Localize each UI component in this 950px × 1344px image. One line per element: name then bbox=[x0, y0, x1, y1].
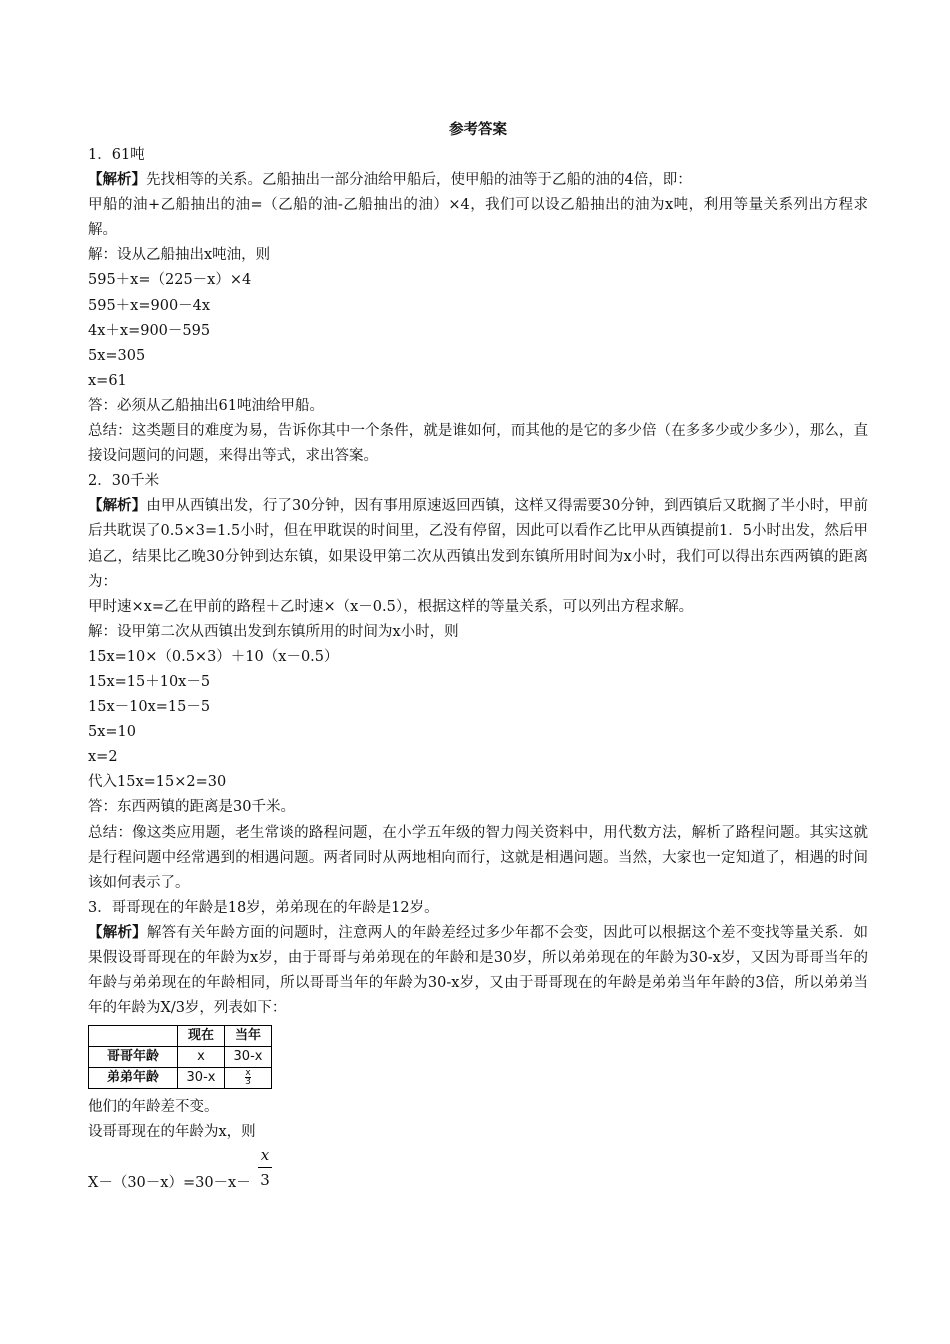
q2-step: 答：东西两镇的距离是30千米。 bbox=[88, 799, 295, 816]
q2-step: 解：设甲第二次从西镇出发到东镇所用的时间为x小时，则 bbox=[88, 623, 459, 640]
page-title: 参考答案 bbox=[449, 122, 507, 138]
q3-after-line: 设哥哥现在的年龄为x，则 bbox=[88, 1124, 256, 1141]
q3-analysis bbox=[88, 921, 868, 1021]
q2-step: 15x－10x=15－5 bbox=[88, 699, 211, 716]
age-table-cell: 30-x bbox=[178, 1068, 225, 1089]
q3-after-line: 他们的年龄差不变。 bbox=[88, 1099, 219, 1116]
q3-answer: 3．哥哥现在的年龄是18岁，弟弟现在的年龄是12岁。 bbox=[88, 899, 439, 916]
age-table-row-label: 哥哥年龄 bbox=[89, 1047, 178, 1068]
q1-analysis-label: 【解析】 bbox=[88, 172, 146, 189]
age-table-cell: 30-x bbox=[225, 1047, 272, 1068]
fraction-denominator: 3 bbox=[260, 1171, 270, 1190]
q2-analysis-text: 由甲从西镇出发，行了30分钟，因有事用原速返回西镇，这样又得需要30分钟，到西镇后又耽搁了半小时，甲前后共耽误了0.5×3=1.5小时，但在甲耽误的时间里，乙没有停留，因此可以看作乙比甲从西镇提前1．5小时出发，然后甲追乙，结果比乙晚30分钟到达东镇，如果设甲第二次从西镇出发到东镇所用时间为x小时，我们可以得出东西两镇的距离为： bbox=[88, 498, 868, 590]
q2-step: 15x=10×（0.5×3）＋10（x－0.5） bbox=[88, 648, 339, 665]
q2-step: 15x=15＋10x－5 bbox=[88, 673, 211, 690]
table-fraction-numerator: x bbox=[245, 1068, 251, 1079]
q2-analysis-label: 【解析】 bbox=[88, 498, 147, 515]
table-fraction bbox=[245, 1069, 251, 1086]
table-fraction-denominator: 3 bbox=[245, 1077, 251, 1088]
age-table-cell bbox=[225, 1068, 272, 1089]
q2-step: x=2 bbox=[88, 749, 118, 766]
age-table-row-label: 弟弟年龄 bbox=[89, 1068, 178, 1089]
q1-step: 5x=305 bbox=[88, 347, 146, 364]
q3-analysis-text: 解答有关年龄方面的问题时，注意两人的年龄差经过多少年都不会变，因此可以根据这个差不变找等量关系．如果假设哥哥现在的年龄为x岁，由于哥哥与弟弟现在的年龄和是30岁，所以弟弟现在的年龄为30-x岁，又因为哥哥当年的年龄与弟弟现在的年龄相同，所以哥哥当年的年龄为30-x岁，又由于哥哥现在的年龄是弟弟当年年龄的3倍，所以弟弟当年的年龄为X/3岁，列表如下： bbox=[88, 924, 869, 1017]
q1-step: 答：必须从乙船抽出61吨油给甲船。 bbox=[88, 397, 324, 414]
q1-analysis bbox=[88, 168, 868, 193]
age-table-header-then: 当年 bbox=[225, 1026, 272, 1047]
q3-analysis-label: 【解析】 bbox=[88, 924, 147, 941]
age-table-header-now: 现在 bbox=[178, 1026, 225, 1047]
q1-analysis-text: 先找相等的关系。乙船抽出一部分油给甲船后，使甲船的油等于乙船的油的4倍，即： bbox=[146, 172, 692, 189]
fraction-bar bbox=[258, 1167, 272, 1168]
q1-relation: 甲船的油+乙船抽出的油=（乙船的油-乙船抽出的油）×4，我们可以设乙船抽出的油为x吨，利用等量关系列出方程求解。 bbox=[88, 197, 868, 239]
fraction-numerator: x bbox=[260, 1146, 270, 1165]
q2-step: 5x=10 bbox=[88, 724, 137, 741]
q2-relation: 甲时速×x=乙在甲前的路程＋乙时速×（x－0.5），根据这样的等量关系，可以列出方程求解。 bbox=[88, 598, 694, 615]
q1-summary: 总结：这类题目的难度为易，告诉你其中一个条件，就是谁如何，而其他的是它的多少倍（在多多少或少多少），那么，直接设问题问的问题，来得出等式，求出答案。 bbox=[88, 423, 868, 465]
q1-step: 解：设从乙船抽出x吨油，则 bbox=[88, 247, 271, 264]
q3-equation bbox=[88, 1145, 868, 1201]
q1-step: 4x＋x=900－595 bbox=[88, 322, 211, 339]
table-row bbox=[89, 1068, 272, 1089]
age-table bbox=[88, 1025, 272, 1089]
q3-equation-text: X－（30－x）=30－x－ bbox=[88, 1175, 251, 1192]
age-table-corner bbox=[89, 1026, 178, 1047]
table-row bbox=[89, 1047, 272, 1068]
age-table-cell: x bbox=[178, 1047, 225, 1068]
q2-analysis bbox=[88, 494, 868, 594]
q1-step: 595＋x=（225－x）×4 bbox=[88, 272, 252, 289]
q2-answer: 2．30千米 bbox=[88, 473, 160, 490]
answer-page bbox=[88, 118, 868, 1201]
q1-answer: 1．61吨 bbox=[88, 147, 145, 163]
q2-step: 代入15x=15×2=30 bbox=[88, 774, 227, 791]
q2-summary: 总结：像这类应用题，老生常谈的路程问题，在小学五年级的智力闯关资料中，用代数方法，解析了路程问题。其实这就是行程问题中经常遇到的相遇问题。两者同时从两地相向而行，这就是相遇问题。当然，大家也一定知道了，相遇的时间该如何表示了。 bbox=[88, 824, 868, 891]
age-table-header-row bbox=[89, 1026, 272, 1047]
q3-equation-fraction bbox=[258, 1145, 272, 1190]
q1-step: x=61 bbox=[88, 372, 127, 389]
q1-step: 595＋x=900－4x bbox=[88, 297, 211, 314]
